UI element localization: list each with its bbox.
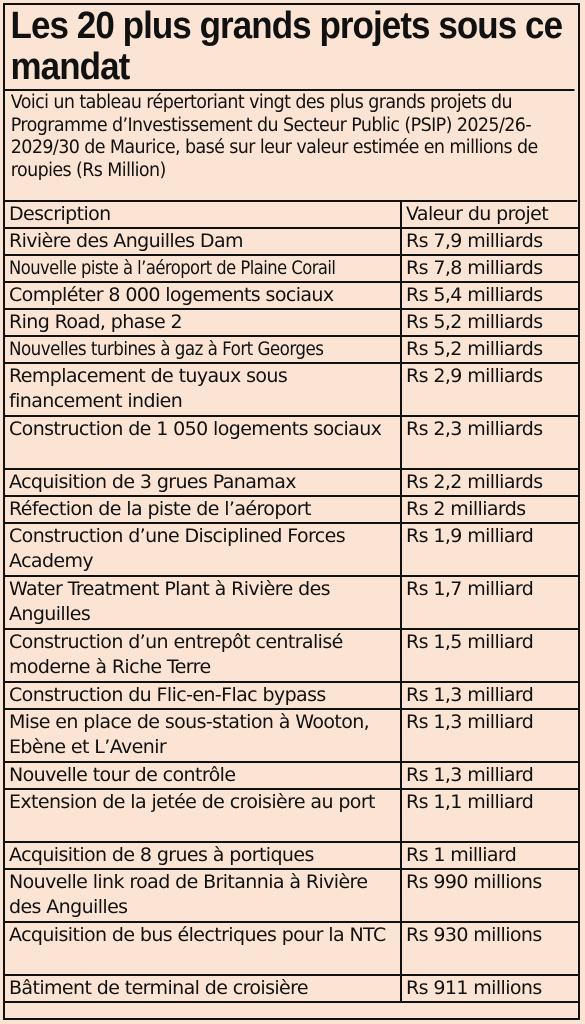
row-value: Rs 1,3 milliard	[401, 762, 578, 789]
table-row	[5, 762, 578, 789]
row-description: Ring Road, phase 2	[5, 309, 401, 336]
row-description: Nouvelle tour de contrôle	[5, 762, 401, 789]
row-description: Réfection de la piste de l’aéroport	[5, 496, 401, 523]
row-value: Rs 5,2 milliards	[401, 336, 578, 363]
article-title: Les 20 plus grands projets sous ce mandat	[5, 5, 574, 91]
table-row	[5, 975, 578, 1002]
table-row	[5, 922, 578, 975]
row-description-text: Nouvelles turbines à gaz à Fort Georges	[9, 338, 324, 360]
table-row	[5, 789, 578, 842]
row-value: Rs 7,9 milliards	[401, 228, 578, 255]
row-description: Remplacement de tuyaux sous financement indien	[5, 363, 401, 416]
table-row	[5, 682, 578, 709]
row-description: Extension de la jetée de croisière au port	[5, 789, 401, 842]
row-value: Rs 7,8 milliards	[401, 255, 578, 282]
article-intro: Voici un tableau répertoriant vingt des plus grands projets du Programme d’Investissement du Secteur Public (PSIP) 2025/26-2029/30 de Maurice, basé sur leur valeur estimée en millions de roupies (Rs Million)	[5, 91, 577, 202]
table-row	[5, 336, 578, 363]
row-description: Construction d’un entrepôt centralisé moderne à Riche Terre	[5, 629, 401, 682]
row-value: Rs 1,9 milliard	[401, 523, 578, 576]
row-description: Construction de 1 050 logements sociaux	[5, 416, 401, 469]
table-header-row	[5, 202, 578, 228]
row-value: Rs 1 milliard	[401, 842, 578, 869]
row-description: Construction d’une Disciplined Forces Academy	[5, 523, 401, 576]
row-value: Rs 2,2 milliards	[401, 469, 578, 496]
table-row	[5, 363, 578, 416]
row-description: Acquisition de 8 grues à portiques	[5, 842, 401, 869]
table-row	[5, 629, 578, 682]
article-box	[3, 3, 580, 1020]
row-value: Rs 1,3 milliard	[401, 709, 578, 762]
row-description: Water Treatment Plant à Rivière des Anguilles	[5, 576, 401, 629]
header-description: Description	[5, 202, 401, 228]
row-description: Mise en place de sous-station à Wooton, Ebène et L’Avenir	[5, 709, 401, 762]
header-value: Valeur du projet	[401, 202, 578, 228]
row-description	[5, 336, 401, 363]
row-value: Rs 1,7 milliard	[401, 576, 578, 629]
row-description: Compléter 8 000 logements sociaux	[5, 282, 401, 309]
table-row	[5, 869, 578, 922]
table-row	[5, 523, 578, 576]
table-row	[5, 496, 578, 523]
row-description-text: Nouvelle piste à l’aéroport de Plaine Corail	[9, 257, 336, 279]
row-description: Bâtiment de terminal de croisière	[5, 975, 401, 1002]
table-row	[5, 228, 578, 255]
row-value: Rs 2,9 milliards	[401, 363, 578, 416]
row-value: Rs 1,5 milliard	[401, 629, 578, 682]
row-value: Rs 2 milliards	[401, 496, 578, 523]
table-row	[5, 576, 578, 629]
row-value: Rs 911 millions	[401, 975, 578, 1002]
table-row	[5, 255, 578, 282]
row-description: Nouvelle link road de Britannia à Rivière des Anguilles	[5, 869, 401, 922]
table-row	[5, 282, 578, 309]
table-row	[5, 709, 578, 762]
projects-table	[5, 202, 578, 1003]
row-description: Acquisition de bus électriques pour la NTC	[5, 922, 401, 975]
row-value: Rs 930 millions	[401, 922, 578, 975]
table-row	[5, 469, 578, 496]
row-value: Rs 5,2 milliards	[401, 309, 578, 336]
row-value: Rs 5,4 milliards	[401, 282, 578, 309]
row-value: Rs 990 millions	[401, 869, 578, 922]
row-description: Construction du Flic-en-Flac bypass	[5, 682, 401, 709]
row-value: Rs 1,3 milliard	[401, 682, 578, 709]
table-row	[5, 842, 578, 869]
row-value: Rs 1,1 milliard	[401, 789, 578, 842]
row-description	[5, 255, 401, 282]
table-row	[5, 416, 578, 469]
row-description: Acquisition de 3 grues Panamax	[5, 469, 401, 496]
table-row	[5, 309, 578, 336]
row-value: Rs 2,3 milliards	[401, 416, 578, 469]
row-description: Rivière des Anguilles Dam	[5, 228, 401, 255]
